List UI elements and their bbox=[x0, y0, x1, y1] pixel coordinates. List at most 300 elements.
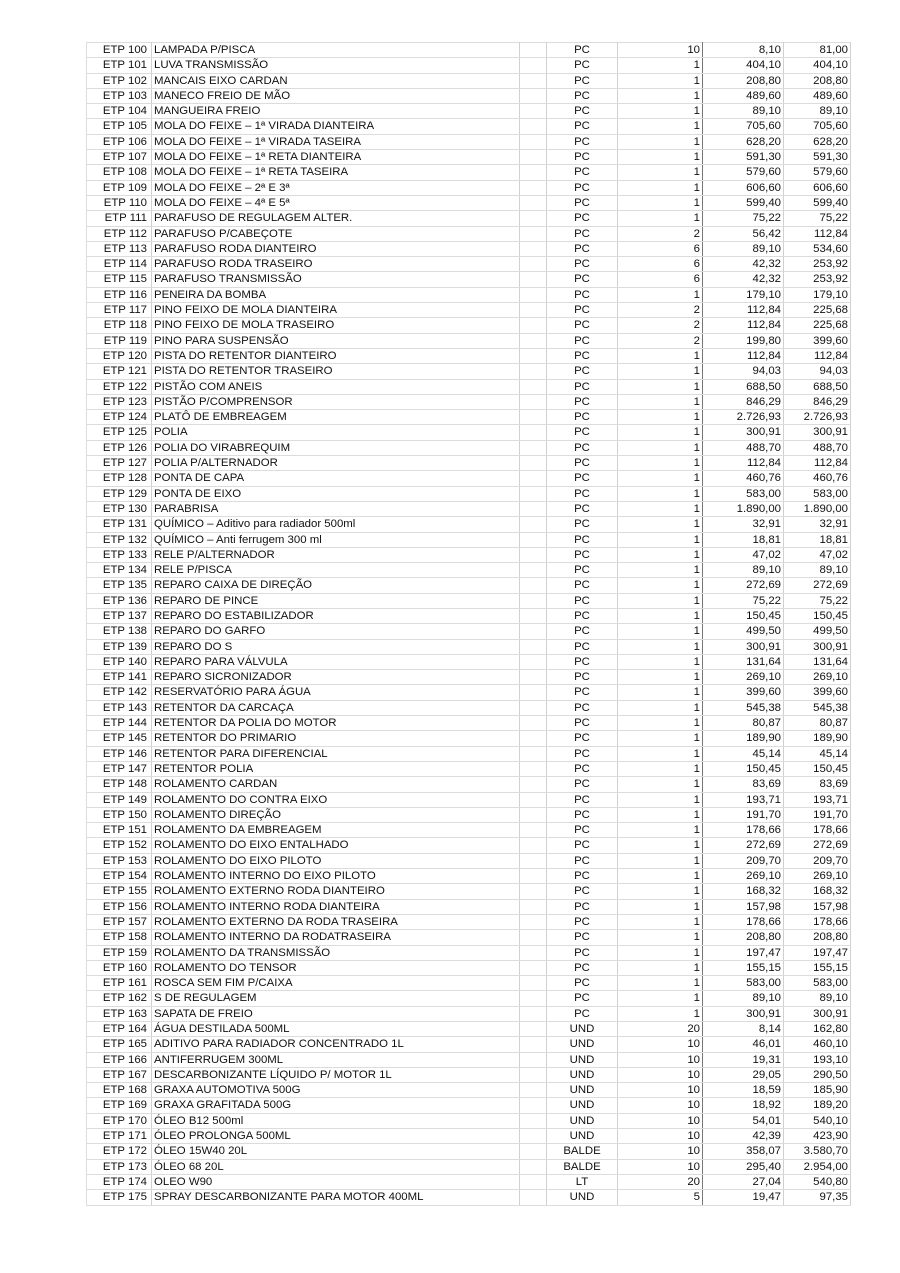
item-unit-price-cell: 272,69 bbox=[703, 838, 784, 853]
item-code-cell: ETP 138 bbox=[87, 624, 152, 639]
table-row bbox=[87, 670, 851, 685]
item-quantity-cell: 1 bbox=[618, 761, 703, 776]
table-row bbox=[87, 150, 851, 165]
item-code-cell: ETP 162 bbox=[87, 991, 152, 1006]
item-total-cell: 179,10 bbox=[784, 287, 851, 302]
item-unit-cell: PC bbox=[547, 456, 618, 471]
item-total-cell: 1.890,00 bbox=[784, 501, 851, 516]
item-unit-price-cell: 112,84 bbox=[703, 348, 784, 363]
item-code-cell: ETP 110 bbox=[87, 195, 152, 210]
blank-cell bbox=[520, 1006, 547, 1021]
item-unit-cell: BALDE bbox=[547, 1144, 618, 1159]
item-unit-price-cell: 42,39 bbox=[703, 1129, 784, 1144]
item-total-cell: 189,20 bbox=[784, 1098, 851, 1113]
item-code-cell: ETP 112 bbox=[87, 226, 152, 241]
item-description-cell: ROLAMENTO DIREÇÃO bbox=[152, 807, 520, 822]
item-code-cell: ETP 120 bbox=[87, 348, 152, 363]
item-total-cell: 545,38 bbox=[784, 700, 851, 715]
blank-cell bbox=[520, 563, 547, 578]
blank-cell bbox=[520, 532, 547, 547]
table-row bbox=[87, 486, 851, 501]
blank-cell bbox=[520, 1159, 547, 1174]
item-unit-cell: PC bbox=[547, 226, 618, 241]
item-unit-cell: PC bbox=[547, 593, 618, 608]
item-total-cell: 45,14 bbox=[784, 746, 851, 761]
table-row bbox=[87, 211, 851, 226]
item-code-cell: ETP 158 bbox=[87, 930, 152, 945]
item-description-cell: PISTA DO RETENTOR TRASEIRO bbox=[152, 364, 520, 379]
item-total-cell: 185,90 bbox=[784, 1083, 851, 1098]
item-unit-cell: PC bbox=[547, 134, 618, 149]
item-unit-cell: PC bbox=[547, 287, 618, 302]
item-total-cell: 208,80 bbox=[784, 73, 851, 88]
item-description-cell: ROLAMENTO INTERNO DO EIXO PILOTO bbox=[152, 869, 520, 884]
item-description-cell: RETENTOR DA CARCAÇA bbox=[152, 700, 520, 715]
item-unit-price-cell: 846,29 bbox=[703, 394, 784, 409]
item-description-cell: ROLAMENTO CARDAN bbox=[152, 777, 520, 792]
table-row bbox=[87, 333, 851, 348]
item-description-cell: MOLA DO FEIXE – 1ª RETA DIANTEIRA bbox=[152, 150, 520, 165]
item-code-cell: ETP 147 bbox=[87, 761, 152, 776]
table-row bbox=[87, 425, 851, 440]
item-unit-price-cell: 460,76 bbox=[703, 471, 784, 486]
item-description-cell: RETENTOR DA POLIA DO MOTOR bbox=[152, 716, 520, 731]
table-row bbox=[87, 639, 851, 654]
item-code-cell: ETP 161 bbox=[87, 976, 152, 991]
item-quantity-cell: 10 bbox=[618, 1067, 703, 1082]
blank-cell bbox=[520, 180, 547, 195]
item-quantity-cell: 1 bbox=[618, 746, 703, 761]
item-quantity-cell: 1 bbox=[618, 899, 703, 914]
blank-cell bbox=[520, 670, 547, 685]
item-unit-price-cell: 89,10 bbox=[703, 991, 784, 1006]
table-row bbox=[87, 501, 851, 516]
item-quantity-cell: 1 bbox=[618, 150, 703, 165]
item-description-cell: PARAFUSO P/CABEÇOTE bbox=[152, 226, 520, 241]
item-total-cell: 3.580,70 bbox=[784, 1144, 851, 1159]
item-quantity-cell: 1 bbox=[618, 838, 703, 853]
item-total-cell: 89,10 bbox=[784, 563, 851, 578]
blank-cell bbox=[520, 394, 547, 409]
item-quantity-cell: 1 bbox=[618, 930, 703, 945]
item-description-cell: PISTÃO COM ANEIS bbox=[152, 379, 520, 394]
item-code-cell: ETP 149 bbox=[87, 792, 152, 807]
item-unit-price-cell: 208,80 bbox=[703, 930, 784, 945]
table-row bbox=[87, 58, 851, 73]
table-row bbox=[87, 563, 851, 578]
item-total-cell: 488,70 bbox=[784, 440, 851, 455]
item-total-cell: 253,92 bbox=[784, 272, 851, 287]
item-quantity-cell: 1 bbox=[618, 1006, 703, 1021]
table-row bbox=[87, 899, 851, 914]
table-row bbox=[87, 287, 851, 302]
item-unit-cell: PC bbox=[547, 58, 618, 73]
item-unit-price-cell: 545,38 bbox=[703, 700, 784, 715]
item-unit-price-cell: 606,60 bbox=[703, 180, 784, 195]
item-quantity-cell: 10 bbox=[618, 43, 703, 58]
item-quantity-cell: 1 bbox=[618, 547, 703, 562]
item-unit-cell: PC bbox=[547, 670, 618, 685]
item-code-cell: ETP 137 bbox=[87, 608, 152, 623]
item-unit-price-cell: 179,10 bbox=[703, 287, 784, 302]
item-code-cell: ETP 129 bbox=[87, 486, 152, 501]
item-unit-price-cell: 18,59 bbox=[703, 1083, 784, 1098]
item-code-cell: ETP 175 bbox=[87, 1190, 152, 1205]
item-unit-price-cell: 19,31 bbox=[703, 1052, 784, 1067]
item-quantity-cell: 1 bbox=[618, 945, 703, 960]
item-code-cell: ETP 130 bbox=[87, 501, 152, 516]
table-row bbox=[87, 1006, 851, 1021]
item-description-cell: ROSCA SEM FIM P/CAIXA bbox=[152, 976, 520, 991]
table-row bbox=[87, 1052, 851, 1067]
item-code-cell: ETP 109 bbox=[87, 180, 152, 195]
item-code-cell: ETP 114 bbox=[87, 257, 152, 272]
item-total-cell: 2.954,00 bbox=[784, 1159, 851, 1174]
item-unit-cell: LT bbox=[547, 1174, 618, 1189]
item-code-cell: ETP 143 bbox=[87, 700, 152, 715]
item-unit-price-cell: 112,84 bbox=[703, 303, 784, 318]
item-total-cell: 89,10 bbox=[784, 104, 851, 119]
item-unit-cell: UND bbox=[547, 1022, 618, 1037]
blank-cell bbox=[520, 379, 547, 394]
table-row bbox=[87, 180, 851, 195]
item-description-cell: GRAXA GRAFITADA 500G bbox=[152, 1098, 520, 1113]
item-unit-cell: UND bbox=[547, 1098, 618, 1113]
item-quantity-cell: 10 bbox=[618, 1129, 703, 1144]
item-quantity-cell: 1 bbox=[618, 348, 703, 363]
item-description-cell: POLIA P/ALTERNADOR bbox=[152, 456, 520, 471]
table-row bbox=[87, 838, 851, 853]
item-quantity-cell: 1 bbox=[618, 104, 703, 119]
blank-cell bbox=[520, 1129, 547, 1144]
item-quantity-cell: 2 bbox=[618, 318, 703, 333]
item-unit-cell: PC bbox=[547, 119, 618, 134]
item-quantity-cell: 1 bbox=[618, 517, 703, 532]
table-row bbox=[87, 547, 851, 562]
item-unit-price-cell: 404,10 bbox=[703, 58, 784, 73]
item-unit-price-cell: 155,15 bbox=[703, 960, 784, 975]
item-total-cell: 460,10 bbox=[784, 1037, 851, 1052]
table-row bbox=[87, 1067, 851, 1082]
item-unit-cell: BALDE bbox=[547, 1159, 618, 1174]
table-row bbox=[87, 1144, 851, 1159]
item-unit-price-cell: 178,66 bbox=[703, 823, 784, 838]
table-row bbox=[87, 1113, 851, 1128]
item-total-cell: 705,60 bbox=[784, 119, 851, 134]
blank-cell bbox=[520, 960, 547, 975]
item-description-cell: REPARO PARA VÁLVULA bbox=[152, 654, 520, 669]
item-description-cell: ROLAMENTO EXTERNO RODA DIANTEIRO bbox=[152, 884, 520, 899]
item-unit-cell: PC bbox=[547, 303, 618, 318]
item-total-cell: 591,30 bbox=[784, 150, 851, 165]
blank-cell bbox=[520, 287, 547, 302]
item-description-cell: RELE P/ALTERNADOR bbox=[152, 547, 520, 562]
item-description-cell: ROLAMENTO DO EIXO PILOTO bbox=[152, 853, 520, 868]
table-row bbox=[87, 471, 851, 486]
item-code-cell: ETP 104 bbox=[87, 104, 152, 119]
item-description-cell: RETENTOR DO PRIMARIO bbox=[152, 731, 520, 746]
item-unit-price-cell: 599,40 bbox=[703, 195, 784, 210]
item-total-cell: 150,45 bbox=[784, 608, 851, 623]
table-row bbox=[87, 379, 851, 394]
item-description-cell: PONTA DE CAPA bbox=[152, 471, 520, 486]
item-unit-cell: PC bbox=[547, 746, 618, 761]
item-total-cell: 628,20 bbox=[784, 134, 851, 149]
table-row bbox=[87, 241, 851, 256]
item-code-cell: ETP 118 bbox=[87, 318, 152, 333]
blank-cell bbox=[520, 593, 547, 608]
item-description-cell: ROLAMENTO EXTERNO DA RODA TRASEIRA bbox=[152, 914, 520, 929]
item-unit-cell: PC bbox=[547, 348, 618, 363]
item-description-cell: MANECO FREIO DE MÃO bbox=[152, 88, 520, 103]
item-description-cell: REPARO DO GARFO bbox=[152, 624, 520, 639]
item-unit-cell: PC bbox=[547, 165, 618, 180]
table-row bbox=[87, 853, 851, 868]
blank-cell bbox=[520, 930, 547, 945]
item-code-cell: ETP 128 bbox=[87, 471, 152, 486]
item-unit-cell: PC bbox=[547, 272, 618, 287]
item-unit-price-cell: 688,50 bbox=[703, 379, 784, 394]
item-description-cell: OLEO W90 bbox=[152, 1174, 520, 1189]
item-description-cell: PINO FEIXO DE MOLA TRASEIRO bbox=[152, 318, 520, 333]
item-quantity-cell: 1 bbox=[618, 960, 703, 975]
blank-cell bbox=[520, 1052, 547, 1067]
blank-cell bbox=[520, 501, 547, 516]
blank-cell bbox=[520, 746, 547, 761]
item-total-cell: 112,84 bbox=[784, 226, 851, 241]
item-total-cell: 47,02 bbox=[784, 547, 851, 562]
item-unit-price-cell: 112,84 bbox=[703, 456, 784, 471]
blank-cell bbox=[520, 823, 547, 838]
item-unit-price-cell: 295,40 bbox=[703, 1159, 784, 1174]
blank-cell bbox=[520, 425, 547, 440]
item-quantity-cell: 1 bbox=[618, 593, 703, 608]
blank-cell bbox=[520, 150, 547, 165]
item-quantity-cell: 1 bbox=[618, 425, 703, 440]
item-description-cell: PISTÃO P/COMPRENSOR bbox=[152, 394, 520, 409]
table-row bbox=[87, 884, 851, 899]
item-description-cell: MANGUEIRA FREIO bbox=[152, 104, 520, 119]
item-unit-price-cell: 193,71 bbox=[703, 792, 784, 807]
item-code-cell: ETP 117 bbox=[87, 303, 152, 318]
item-code-cell: ETP 157 bbox=[87, 914, 152, 929]
item-total-cell: 81,00 bbox=[784, 43, 851, 58]
item-code-cell: ETP 115 bbox=[87, 272, 152, 287]
item-unit-price-cell: 75,22 bbox=[703, 211, 784, 226]
item-unit-price-cell: 18,92 bbox=[703, 1098, 784, 1113]
table-row bbox=[87, 731, 851, 746]
table-row bbox=[87, 624, 851, 639]
item-unit-cell: PC bbox=[547, 547, 618, 562]
item-unit-cell: UND bbox=[547, 1083, 618, 1098]
item-quantity-cell: 1 bbox=[618, 624, 703, 639]
table-row bbox=[87, 394, 851, 409]
item-unit-price-cell: 300,91 bbox=[703, 425, 784, 440]
item-total-cell: 269,10 bbox=[784, 670, 851, 685]
item-total-cell: 225,68 bbox=[784, 318, 851, 333]
item-code-cell: ETP 101 bbox=[87, 58, 152, 73]
item-code-cell: ETP 165 bbox=[87, 1037, 152, 1052]
item-code-cell: ETP 125 bbox=[87, 425, 152, 440]
item-code-cell: ETP 105 bbox=[87, 119, 152, 134]
item-unit-cell: PC bbox=[547, 731, 618, 746]
item-unit-price-cell: 8,14 bbox=[703, 1022, 784, 1037]
item-quantity-cell: 1 bbox=[618, 654, 703, 669]
item-quantity-cell: 1 bbox=[618, 180, 703, 195]
table-row bbox=[87, 700, 851, 715]
item-code-cell: ETP 169 bbox=[87, 1098, 152, 1113]
item-unit-price-cell: 628,20 bbox=[703, 134, 784, 149]
item-code-cell: ETP 163 bbox=[87, 1006, 152, 1021]
item-quantity-cell: 1 bbox=[618, 700, 703, 715]
item-unit-price-cell: 178,66 bbox=[703, 914, 784, 929]
item-description-cell: POLIA bbox=[152, 425, 520, 440]
item-unit-cell: PC bbox=[547, 914, 618, 929]
blank-cell bbox=[520, 58, 547, 73]
item-quantity-cell: 1 bbox=[618, 792, 703, 807]
item-total-cell: 75,22 bbox=[784, 593, 851, 608]
item-total-cell: 157,98 bbox=[784, 899, 851, 914]
item-unit-cell: UND bbox=[547, 1052, 618, 1067]
item-unit-cell: UND bbox=[547, 1067, 618, 1082]
item-code-cell: ETP 124 bbox=[87, 410, 152, 425]
item-total-cell: 540,10 bbox=[784, 1113, 851, 1128]
item-unit-price-cell: 489,60 bbox=[703, 88, 784, 103]
blank-cell bbox=[520, 364, 547, 379]
item-quantity-cell: 1 bbox=[618, 501, 703, 516]
item-code-cell: ETP 142 bbox=[87, 685, 152, 700]
item-description-cell: PARAFUSO DE REGULAGEM ALTER. bbox=[152, 211, 520, 226]
item-quantity-cell: 10 bbox=[618, 1144, 703, 1159]
item-description-cell: RESERVATÓRIO PARA ÁGUA bbox=[152, 685, 520, 700]
item-code-cell: ETP 171 bbox=[87, 1129, 152, 1144]
item-unit-cell: PC bbox=[547, 43, 618, 58]
item-quantity-cell: 1 bbox=[618, 456, 703, 471]
item-total-cell: 75,22 bbox=[784, 211, 851, 226]
item-unit-price-cell: 19,47 bbox=[703, 1190, 784, 1205]
table-row bbox=[87, 119, 851, 134]
item-unit-cell: PC bbox=[547, 700, 618, 715]
item-unit-cell: PC bbox=[547, 624, 618, 639]
item-code-cell: ETP 122 bbox=[87, 379, 152, 394]
item-unit-price-cell: 209,70 bbox=[703, 853, 784, 868]
item-code-cell: ETP 100 bbox=[87, 43, 152, 58]
item-description-cell: PISTA DO RETENTOR DIANTEIRO bbox=[152, 348, 520, 363]
item-description-cell: MOLA DO FEIXE – 1ª VIRADA DIANTEIRA bbox=[152, 119, 520, 134]
item-code-cell: ETP 103 bbox=[87, 88, 152, 103]
item-code-cell: ETP 166 bbox=[87, 1052, 152, 1067]
item-quantity-cell: 1 bbox=[618, 73, 703, 88]
table-row bbox=[87, 1159, 851, 1174]
item-description-cell: LAMPADA P/PISCA bbox=[152, 43, 520, 58]
item-unit-cell: PC bbox=[547, 517, 618, 532]
item-description-cell: SAPATA DE FREIO bbox=[152, 1006, 520, 1021]
item-unit-cell: PC bbox=[547, 425, 618, 440]
item-unit-price-cell: 150,45 bbox=[703, 761, 784, 776]
table-row bbox=[87, 517, 851, 532]
blank-cell bbox=[520, 241, 547, 256]
item-unit-cell: PC bbox=[547, 88, 618, 103]
item-unit-price-cell: 18,81 bbox=[703, 532, 784, 547]
item-code-cell: ETP 164 bbox=[87, 1022, 152, 1037]
item-quantity-cell: 2 bbox=[618, 226, 703, 241]
item-code-cell: ETP 135 bbox=[87, 578, 152, 593]
item-unit-price-cell: 1.890,00 bbox=[703, 501, 784, 516]
item-description-cell: ÁGUA DESTILADA 500ML bbox=[152, 1022, 520, 1037]
blank-cell bbox=[520, 792, 547, 807]
blank-cell bbox=[520, 165, 547, 180]
item-code-cell: ETP 121 bbox=[87, 364, 152, 379]
blank-cell bbox=[520, 1098, 547, 1113]
item-quantity-cell: 10 bbox=[618, 1098, 703, 1113]
table-row bbox=[87, 593, 851, 608]
item-code-cell: ETP 174 bbox=[87, 1174, 152, 1189]
price-table-body bbox=[87, 43, 851, 1206]
item-quantity-cell: 1 bbox=[618, 639, 703, 654]
blank-cell bbox=[520, 608, 547, 623]
item-total-cell: 155,15 bbox=[784, 960, 851, 975]
blank-cell bbox=[520, 257, 547, 272]
table-row bbox=[87, 1129, 851, 1144]
blank-cell bbox=[520, 869, 547, 884]
item-quantity-cell: 10 bbox=[618, 1113, 703, 1128]
blank-cell bbox=[520, 410, 547, 425]
item-description-cell: LUVA TRANSMISSÃO bbox=[152, 58, 520, 73]
blank-cell bbox=[520, 486, 547, 501]
item-quantity-cell: 1 bbox=[618, 165, 703, 180]
item-quantity-cell: 1 bbox=[618, 394, 703, 409]
item-quantity-cell: 1 bbox=[618, 991, 703, 1006]
item-code-cell: ETP 170 bbox=[87, 1113, 152, 1128]
item-quantity-cell: 1 bbox=[618, 884, 703, 899]
item-unit-cell: PC bbox=[547, 777, 618, 792]
blank-cell bbox=[520, 1113, 547, 1128]
item-total-cell: 80,87 bbox=[784, 716, 851, 731]
item-total-cell: 460,76 bbox=[784, 471, 851, 486]
item-description-cell: PARABRISA bbox=[152, 501, 520, 516]
item-unit-price-cell: 583,00 bbox=[703, 486, 784, 501]
item-unit-cell: PC bbox=[547, 379, 618, 394]
item-total-cell: 606,60 bbox=[784, 180, 851, 195]
blank-cell bbox=[520, 211, 547, 226]
item-unit-cell: PC bbox=[547, 180, 618, 195]
item-unit-price-cell: 269,10 bbox=[703, 869, 784, 884]
item-quantity-cell: 1 bbox=[618, 670, 703, 685]
item-unit-price-cell: 591,30 bbox=[703, 150, 784, 165]
item-code-cell: ETP 136 bbox=[87, 593, 152, 608]
item-total-cell: 540,80 bbox=[784, 1174, 851, 1189]
table-row bbox=[87, 195, 851, 210]
item-unit-cell: PC bbox=[547, 150, 618, 165]
item-description-cell: QUÍMICO – Aditivo para radiador 500ml bbox=[152, 517, 520, 532]
table-row bbox=[87, 257, 851, 272]
item-code-cell: ETP 151 bbox=[87, 823, 152, 838]
item-unit-cell: PC bbox=[547, 333, 618, 348]
table-row bbox=[87, 1098, 851, 1113]
item-description-cell: MOLA DO FEIXE – 4ª E 5ª bbox=[152, 195, 520, 210]
item-unit-cell: UND bbox=[547, 1129, 618, 1144]
item-unit-price-cell: 80,87 bbox=[703, 716, 784, 731]
item-unit-cell: PC bbox=[547, 501, 618, 516]
table-row bbox=[87, 716, 851, 731]
table-row bbox=[87, 823, 851, 838]
blank-cell bbox=[520, 456, 547, 471]
item-total-cell: 162,80 bbox=[784, 1022, 851, 1037]
table-row bbox=[87, 578, 851, 593]
item-unit-cell: PC bbox=[547, 853, 618, 868]
table-row bbox=[87, 869, 851, 884]
blank-cell bbox=[520, 303, 547, 318]
